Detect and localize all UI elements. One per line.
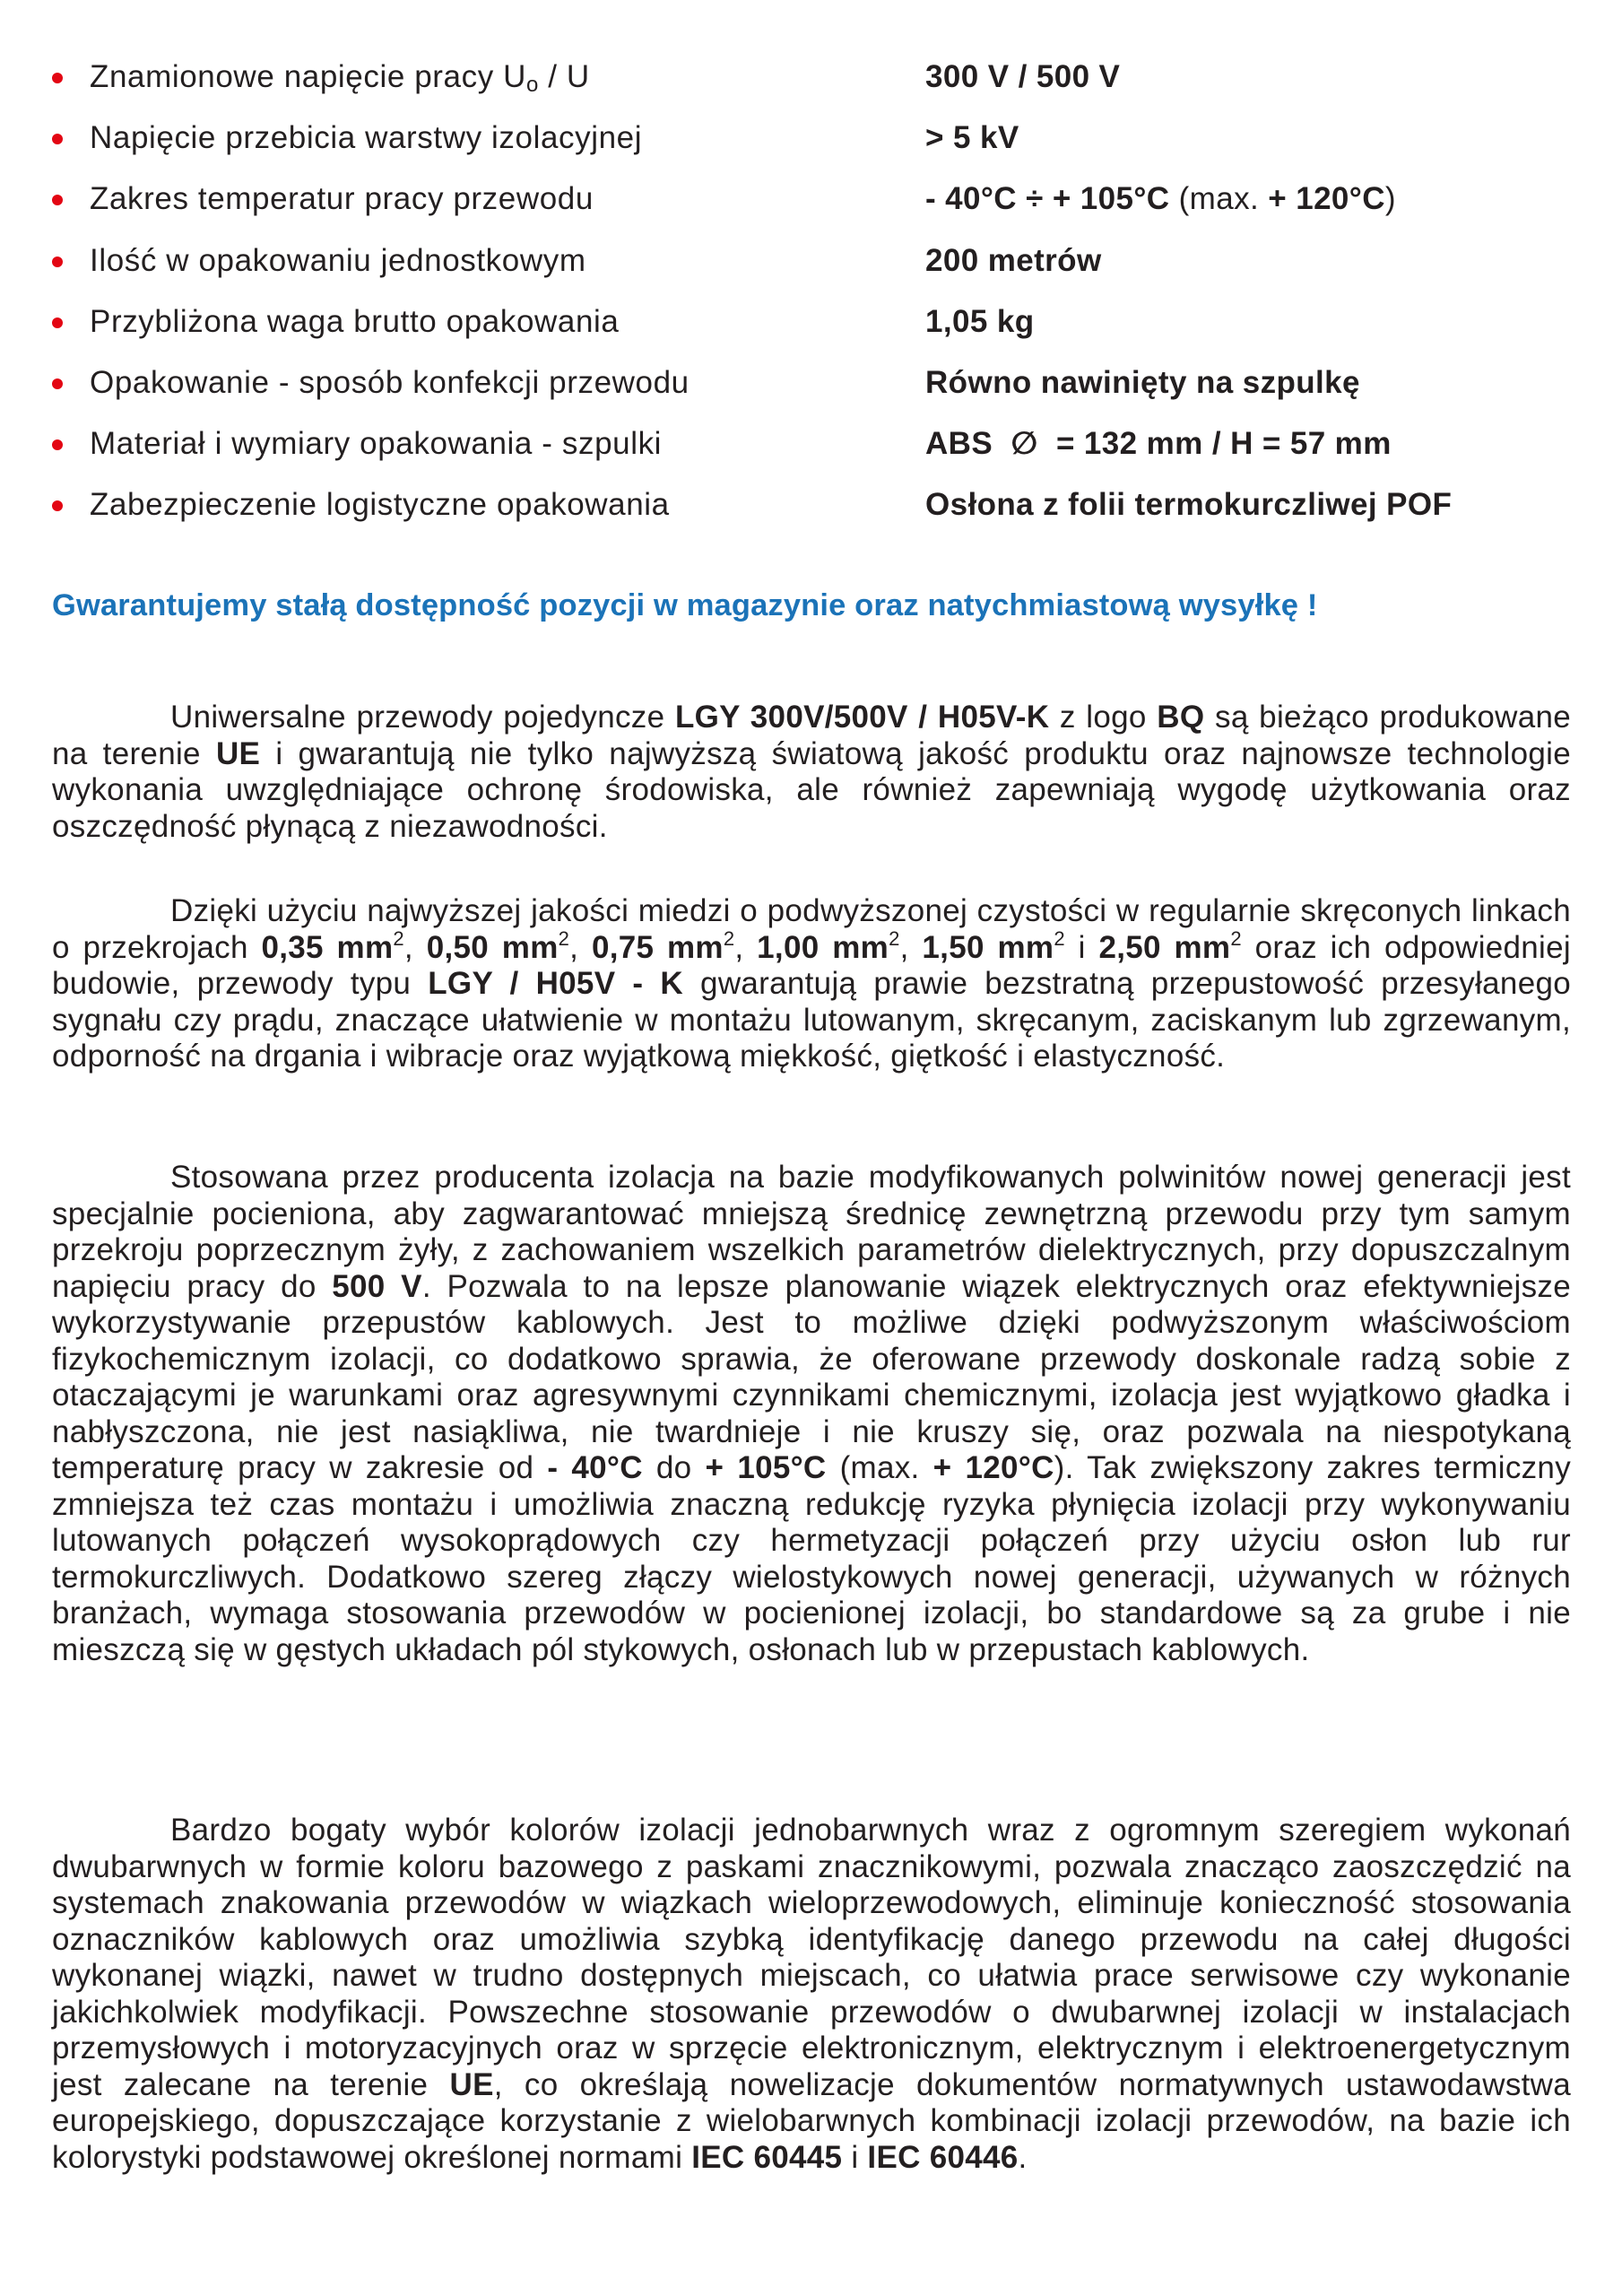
slogan-heading: Gwarantujemy stałą dostępność pozycji w magazynie oraz natychmiastową wysyłkę ! <box>52 588 1318 622</box>
spec-label: Zabezpieczenie logistyczne opakowania <box>90 487 670 523</box>
bullet-icon <box>52 500 63 511</box>
bullet-icon <box>52 317 63 328</box>
spec-label: Napięcie przebicia warstwy izolacyjnej <box>90 120 643 156</box>
spec-row <box>52 485 1576 546</box>
spec-value: 300 V / 500 V <box>925 59 1121 94</box>
spec-list <box>52 57 1576 547</box>
spec-value: ABS ∅ = 132 mm / H = 57 mm <box>925 426 1392 462</box>
paragraph-intro: Uniwersalne przewody pojedyncze LGY 300V/500V / H05V-K z logo BQ są bieżąco produkowane na terenie UE i gwarantują nie tylko najwyższą światową jakość produktu oraz najnowsze technologie wykonania uwzględniające ochronę środowiska, ale również zapewniają wygodę użytkowania oraz oszczędność płynącą z niezawodności. <box>52 700 1571 844</box>
spec-label: Zakres temperatur pracy przewodu <box>90 181 594 217</box>
spec-row <box>52 118 1576 179</box>
spec-row <box>52 363 1576 424</box>
spec-value: Osłona z folii termokurczliwej POF <box>925 487 1453 523</box>
spec-row <box>52 241 1576 302</box>
spec-label: Znamionowe napięcie pracy $U_o$ / U <box>90 59 590 97</box>
spec-label: Opakowanie - sposób konfekcji przewodu <box>90 364 690 400</box>
spec-row <box>52 57 1576 118</box>
spec-label: Przybliżona waga brutto opakowania <box>90 303 620 339</box>
bullet-icon <box>52 439 63 450</box>
bullet-icon <box>52 73 63 83</box>
spec-value: 1,05 kg <box>925 303 1035 339</box>
paragraph-colors: Bardzo bogaty wybór kolorów izolacji jednobarwnych wraz z ogromnym szeregiem wykonań dwubarwnych w formie koloru bazowego z paskami znacznikowymi, pozwala znacząco zaoszczędzić na systemach znakowania przewodów w wiązkach wieloprzewodowych, eliminuje konieczność stosowania oznaczników kablowych oraz umożliwia szybką identyfikację danego przewodu na całej długości wykonanej wiązki, nawet w trudno dostępnych miejscach, co ułatwia prace serwisowe czy wykonanie jakichkolwiek modyfikacji. Powszechne stosowanie przewodów o dwubarwnej izolacji w instalacjach przemysłowych i motoryzacyjnych oraz w sprzęcie elektronicznym, elektrycznym i elektroenergetycznym jest zalecane na terenie UE, co określają nowelizacje dokumentów normatywnych ustawodawstwa europejskiego, dopuszczające korzystanie z wielobarwnych kombinacji izolacji przewodów, na bazie ich kolorystyki podstawowej określonej normami IEC 60445 i IEC 60446. <box>52 1813 1571 2175</box>
spec-value: Równo nawinięty na szpulkę <box>925 364 1360 400</box>
spec-value: > 5 kV <box>925 120 1019 156</box>
bullet-icon <box>52 378 63 389</box>
bullet-icon <box>52 134 63 144</box>
paragraph-copper: Dzięki użyciu najwyższej jakości miedzi o podwyższonej czystości w regularnie skręconych linkach o przekrojach 0,35 $mm^2$, 0,50 $mm^2$, 0,75 $mm^2$, 1,00 $mm^2$, 1,50 $mm^2$ i 2,50 $mm^2$ oraz ich odpowiedniej budowie, przewody typu LGY / H05V - K gwarantują prawie bezstratną przepustowość przesyłanego sygnału czy prądu, znaczące ułatwienie w montażu lutowanym, skręcanym, zaciskanym lub zgrzewanym, odporność na drgania i wibracje oraz wyjątkową miękkość, giętkość i elastyczność. <box>52 893 1571 1074</box>
spec-value: - 40°C ÷ + 105°C (max. + 120°C) <box>925 181 1396 217</box>
spec-value: 200 metrów <box>925 242 1102 278</box>
spec-label: Materiał i wymiary opakowania - szpulki <box>90 426 663 462</box>
bullet-icon <box>52 257 63 267</box>
spec-label: Ilość w opakowaniu jednostkowym <box>90 242 586 278</box>
spec-row <box>52 179 1576 240</box>
paragraph-insulation: Stosowana przez producenta izolacja na bazie modyfikowanych polwinitów nowej generacji jest specjalnie pocieniona, aby zagwarantować mniejszą średnicę zewnętrzną przewodu przy tym samym przekroju poprzecznym żyły, z zachowaniem wszelkich parametrów dielektrycznych, przy dopuszczalnym napięciu pracy do 500 V. Pozwala to na lepsze planowanie wiązek elektrycznych oraz efektywniejsze wykorzystywanie przepustów kablowych. Jest to możliwe dzięki podwyższonym właściwościom fizykochemicznym izolacji, co dodatkowo sprawia, że oferowane przewody doskonale radzą sobie z otaczającymi je warunkami oraz agresywnymi czynnikami chemicznymi, izolacja jest wyjątkowo gładka i nabłyszczona, nie jest nasiąkliwa, nie twardnieje i nie kruszy się, oraz pozwala na niespotykaną temperaturę pracy w zakresie od - 40°C do + 105°C (max. + 120°C). Tak zwiększony zakres termiczny zmniejsza też czas montażu i umożliwia znaczną redukcję ryzyka płynięcia izolacji przy wykonywaniu lutowanych połączeń wysokoprądowych czy hermetyzacji połączeń przy użyciu osłon lub rur termokurczliwych. Dodatkowo szereg złączy wielostykowych nowej generacji, używanych w różnych branżach, wymaga stosowania przewodów w pocienionej izolacji, bo standardowe są za grube i nie mieszczą się w gęstych układach pól stykowych, osłonach lub w przepustach kablowych. <box>52 1160 1571 1667</box>
spec-row <box>52 302 1576 363</box>
spec-row <box>52 424 1576 485</box>
bullet-icon <box>52 195 63 205</box>
